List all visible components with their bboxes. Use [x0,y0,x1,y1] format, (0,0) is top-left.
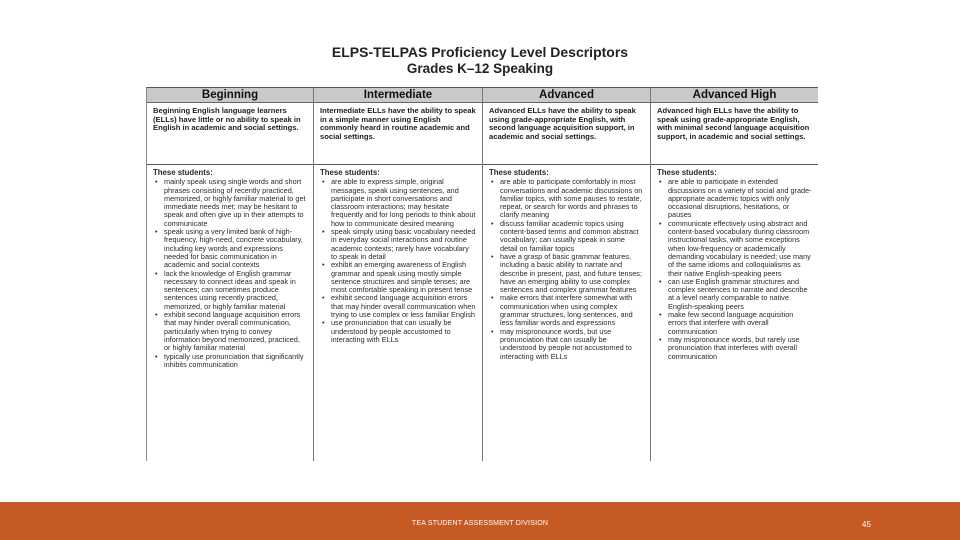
level-column-intermediate [314,88,483,461]
footer-organization: TEA STUDENT ASSESSMENT DIVISION [411,520,549,527]
document-subtitle: Grades K–12 Speaking [406,61,554,76]
descriptor-item: • exhibit an emerging awareness of English grammar and speak using mostly simple sentence structures and simple tenses; are most comfortable speaking in present tense [320,261,476,294]
descriptor-item: • are able to participate in extended discussions on a variety of social and grade-appropriate academic topics with only occasional disruptions, hesitations, or pauses [657,178,812,219]
level-column-advanced [483,88,651,461]
descriptor-list [320,178,476,344]
footer-bar [0,502,960,540]
level-column-beginning [147,88,314,461]
level-header: Advanced [483,88,650,103]
level-descriptors [483,165,650,361]
descriptor-item: • exhibit second language acquisition errors that may hinder overall communication, particularly when trying to convey information beyond memorized, practiced, or highly familiar material [153,311,307,352]
descriptor-item: • make errors that interfere somewhat with communication when using complex grammar structures, long sentences, and less familiar words and expressions [489,294,644,327]
descriptor-lead: These students: [657,168,717,177]
level-column-advanced-high [651,88,818,461]
descriptor-lead: These students: [153,168,213,177]
descriptor-item: • mainly speak using single words and short phrases consisting of recently practiced, memorized, or highly familiar material to get immediate needs met; may be hesitant to speak and often give up in their attempts to communicate [153,178,307,228]
descriptor-item: • can use English grammar structures and complex sentences to narrate and describe at a level nearly comparable to native English-speaking peers [657,278,812,311]
level-descriptors [314,165,482,344]
document-title: ELPS-TELPAS Proficiency Level Descriptors [331,44,629,60]
proficiency-descriptor-table [146,87,818,461]
descriptor-item: • may mispronounce words, but rarely use pronunciation that interferes with overall communication [657,336,812,361]
level-summary: Advanced high ELLs have the ability to speak using grade-appropriate English, with minimal second language acquisition support, in academic and social settings. [651,103,818,165]
level-header: Advanced High [651,88,818,103]
descriptor-item: • may mispronounce words, but use pronunciation that can usually be understood by people not accustomed to interacting with ELLs [489,328,644,361]
descriptor-list [657,178,812,361]
descriptor-list [153,178,307,369]
level-summary: Intermediate ELLs have the ability to speak in a simple manner using English commonly heard in routine academic and social settings. [314,103,482,165]
level-summary: Advanced ELLs have the ability to speak using grade-appropriate English, with second language acquisition support, in academic and social settings. [483,103,650,165]
descriptor-item: • make few second language acquisition errors that interfere with overall communication [657,311,812,336]
descriptor-item: • lack the knowledge of English grammar necessary to connect ideas and speak in sentences; can sometimes produce sentences using recently practiced, memorized, or highly familiar material [153,270,307,311]
descriptor-item: • communicate effectively using abstract and content-based vocabulary during classroom instructional tasks, with some exceptions when low-frequency or academically demanding vocabulary is needed; use many of the same idioms and colloquialisms as their native English-speaking peers [657,220,812,278]
descriptor-lead: These students: [320,168,380,177]
level-summary: Beginning English language learners (ELLs) have little or no ability to speak in English in academic and social settings. [147,103,313,165]
descriptor-list [489,178,644,361]
level-descriptors [651,165,818,361]
descriptor-item: • are able to participate comfortably in most conversations and academic discussions on familiar topics, with some pauses to restate, repeat, or search for words and phrases to clarify meaning [489,178,644,219]
descriptor-item: • are able to express simple, original messages, speak using sentences, and participate in short conversations and classroom interactions; may hesitate frequently and for long periods to think about how to communicate desired meaning [320,178,476,228]
descriptor-item: • typically use pronunciation that significantly inhibits communication [153,353,307,370]
descriptor-item: • speak using a very limited bank of high-frequency, high-need, concrete vocabulary, including key words and expressions needed for basic communication in academic and social contexts [153,228,307,269]
descriptor-item: • use pronunciation that can usually be understood by people accustomed to interacting with ELLs [320,319,476,344]
level-descriptors [147,165,313,369]
descriptor-item: • exhibit second language acquisition errors that may hinder overall communication when trying to use complex or less familiar English [320,294,476,319]
page-number: 45 [862,520,871,529]
descriptor-item: • have a grasp of basic grammar features, including a basic ability to narrate and describe in present, past, and future tenses; have an emerging ability to use complex sentences and complex grammar features [489,253,644,294]
descriptor-lead: These students: [489,168,549,177]
descriptor-item: • discuss familiar academic topics using content-based terms and common abstract vocabulary; can usually speak in some detail on familiar topics [489,220,644,253]
level-header: Intermediate [314,88,482,103]
descriptor-item: • speak simply using basic vocabulary needed in everyday social interactions and routine academic contexts; rarely have vocabulary to speak in detail [320,228,476,261]
level-header: Beginning [147,88,313,103]
